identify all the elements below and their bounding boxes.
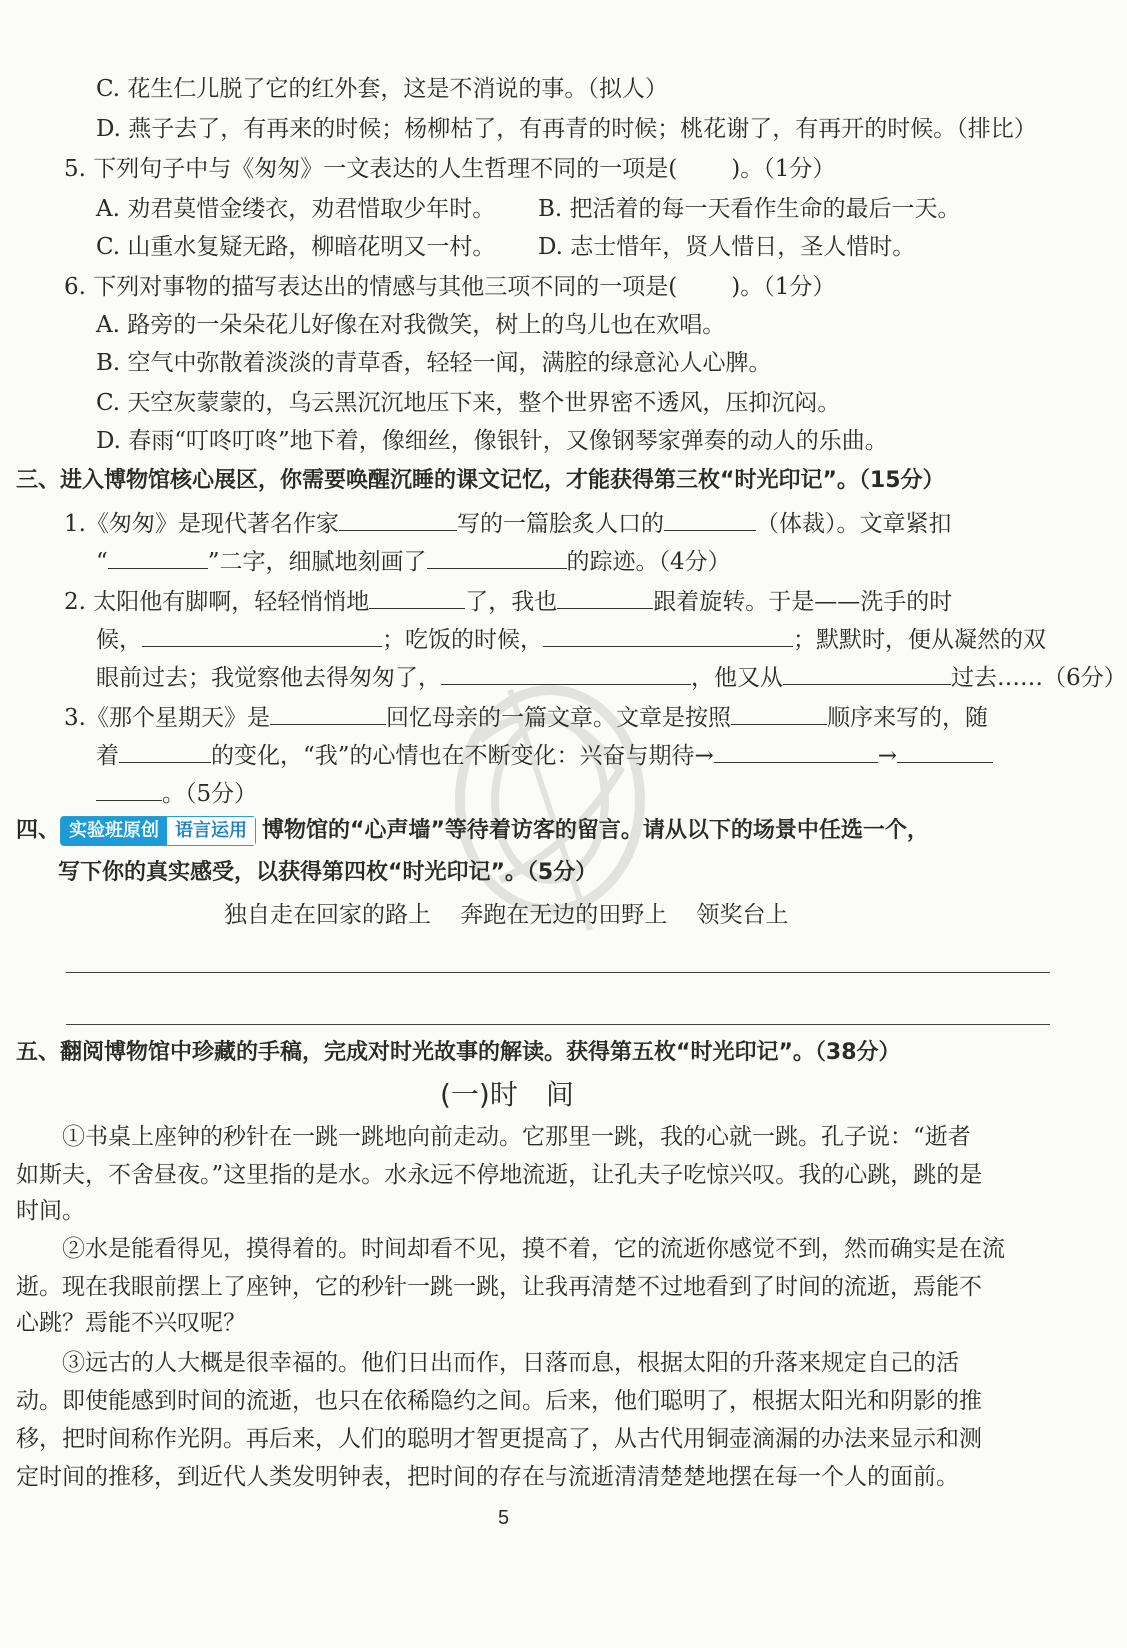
q3-text-e: 的变化，“我”的心情也在不断变化：兴奋与期待→ <box>211 743 714 769</box>
q5-score: )。（1分） <box>731 156 836 182</box>
sec3-q2-line3 <box>96 662 1127 693</box>
para2-line2: 逝。现在我眼前摆上了座钟，它的秒针一跳一跳，让我再清楚不过地看到了时间的流逝，焉能不 <box>16 1274 982 1300</box>
sec3-q1-line1 <box>64 508 951 539</box>
para3-line4: 定时间的推移，到近代人类发明钟表，把时间的存在与流逝清清楚楚地摆在每一个人的面前。 <box>16 1464 959 1490</box>
q3-text-c: 顺序来写的，随 <box>826 705 988 731</box>
sec3-q2-line2 <box>96 624 1046 655</box>
q2-text-i: 过去……（6分） <box>951 665 1127 691</box>
q6-score: )。（1分） <box>731 274 836 300</box>
q2-blank-4[interactable] <box>543 624 793 647</box>
q5-stem <box>64 156 835 184</box>
section-4-heading-line2: 写下你的真实感受，以获得第四枚“时光印记”。（5分） <box>58 860 598 885</box>
q5-option-b: B. 把活着的每一天看作生命的最后一天。 <box>538 196 961 222</box>
q2-blank-1[interactable] <box>369 586 465 609</box>
q1-blank-genre[interactable] <box>664 508 756 531</box>
q3-blank-order[interactable] <box>731 702 827 725</box>
q2-text-c: 跟着旋转。于是——洗手的时 <box>653 589 953 615</box>
q3-blank-mood3[interactable] <box>96 778 162 801</box>
para1-line3: 时间。 <box>16 1198 85 1224</box>
q1-blank-keyword[interactable] <box>108 546 208 569</box>
q4-option-c: C. 花生仁儿脱了它的红外套，这是不消说的事。（拟人） <box>96 76 668 102</box>
q1-text-a: 1.《匆匆》是现代著名作家 <box>64 511 339 537</box>
q5-stem-text: 5. 下列句子中与《匆匆》一文表达的人生哲理不同的一项是( <box>64 156 678 182</box>
sec3-q3-line2 <box>96 740 993 771</box>
q3-text-a: 3.《那个星期天》是 <box>64 705 270 731</box>
section-5-heading: 五、翻阅博物馆中珍藏的手稿，完成对时光故事的解读。获得第五枚“时光印记”。（38分） <box>16 1040 901 1065</box>
para2-line1: ②水是能看得见，摸得着的。时间却看不见，摸不着，它的流逝你感觉不到，然而确实是在流 <box>62 1236 1005 1262</box>
para1-line2: 如斯夫，不舍昼夜。”这里指的是水。水永远不停地流逝，让孔夫子吃惊兴叹。我的心跳，跳的是 <box>16 1162 983 1188</box>
q2-text-h: ，他又从 <box>691 665 783 691</box>
para3-line2: 动。即使能感到时间的流逝，也只在依稀隐约之间。后来，他们聪明了，根据太阳光和阴影的推 <box>16 1388 982 1414</box>
sec4-scenes: 独自走在回家的路上 奔跑在无边的田野上 领奖台上 <box>224 902 789 928</box>
q5-option-c: C. 山重水复疑无路，柳暗花明又一村。 <box>96 234 496 260</box>
section-3-heading: 三、进入博物馆核心展区，你需要唤醒沉睡的课文记忆，才能获得第三枚“时光印记”。（15分） <box>16 468 945 493</box>
para3-line3: 移，把时间称作光阴。再后来，人们的聪明才智更提高了，从古代用铜壶滴漏的办法来显示和测 <box>16 1426 982 1452</box>
q3-text-g: 。（5分） <box>162 781 258 807</box>
q6-stem <box>64 274 835 302</box>
q6-option-b: B. 空气中弥散着淡淡的青草香，轻轻一闻，满腔的绿意沁人心脾。 <box>96 350 772 376</box>
q2-text-e: ；吃饭的时候， <box>382 627 543 653</box>
q3-text-b: 回忆母亲的一篇文章。文章是按照 <box>385 705 731 731</box>
sec4-text1: 博物馆的“心声墙”等待着访客的留言。请从以下的场景中任选一个， <box>262 818 929 843</box>
q3-blank-mood2[interactable] <box>897 740 993 763</box>
q2-blank-6[interactable] <box>783 662 951 685</box>
q3-blank-mood1[interactable] <box>714 740 878 763</box>
q2-text-f: ；默默时，便从凝然的双 <box>793 627 1046 653</box>
q6-option-a: A. 路旁的一朵朵花儿好像在对我微笑，树上的鸟儿也在欢唱。 <box>96 312 726 338</box>
q3-arrow: → <box>877 743 898 769</box>
para2-line3: 心跳？焉能不兴叹呢？ <box>16 1310 246 1336</box>
sec3-q2-line1 <box>64 586 952 617</box>
q6-stem-text: 6. 下列对事物的描写表达出的情感与其他三项不同的一项是( <box>64 274 678 300</box>
q1-text-b: 写的一篇脍炙人口的 <box>456 511 664 537</box>
answer-line-2[interactable] <box>66 1024 1050 1025</box>
q6-option-d: D. 春雨“叮咚叮咚”地下着，像细丝，像银针，又像钢琴家弹奏的动人的乐曲。 <box>96 428 888 454</box>
passage-title: (一)时 间 <box>440 1078 574 1111</box>
para1-line1: ①书桌上座钟的秒针在一跳一跳地向前走动。它那里一跳，我的心就一跳。孔子说：“逝者 <box>62 1124 971 1150</box>
q3-text-d: 着 <box>96 743 119 769</box>
page-number: 5 <box>498 1507 510 1529</box>
section-4-heading <box>16 816 929 846</box>
q3-blank-author[interactable] <box>270 702 386 725</box>
q1-text-f: 的踪迹。（4分） <box>566 549 731 575</box>
q1-text-e: ”二字，细腻地刻画了 <box>207 549 427 575</box>
para3-line1: ③远古的人大概是很幸福的。他们日出而作，日落而息，根据太阳的升落来规定自己的活 <box>62 1350 959 1376</box>
q4-option-d: D. 燕子去了，有再来的时候；杨柳枯了，有再青的时候；桃花谢了，有再开的时候。（排比） <box>96 116 1037 142</box>
sec4-prefix: 四、 <box>16 818 61 843</box>
sec3-q3-line1 <box>64 702 988 733</box>
q6-option-c: C. 天空灰蒙蒙的，乌云黑沉沉地压下来，整个世界密不透风，压抑沉闷。 <box>96 390 841 416</box>
q2-text-b: 了，我也 <box>465 589 558 615</box>
q1-blank-trace[interactable] <box>427 546 567 569</box>
sec3-q1-line2 <box>96 546 731 577</box>
badge-original <box>60 816 256 846</box>
badge-language-use: 语言运用 <box>167 817 255 845</box>
sec3-q3-line3 <box>96 778 257 809</box>
q2-text-d: 候， <box>96 627 142 653</box>
q2-blank-5[interactable] <box>441 662 691 685</box>
q1-text-c: （体裁）。文章紧扣 <box>755 511 952 537</box>
q2-text-a: 2. 太阳他有脚啊，轻轻悄悄地 <box>64 589 370 615</box>
q2-blank-2[interactable] <box>557 586 653 609</box>
q5-option-a: A. 劝君莫惜金缕衣，劝君惜取少年时。 <box>96 196 496 222</box>
q2-blank-3[interactable] <box>142 624 382 647</box>
q2-text-g: 眼前过去；我觉察他去得匆匆了， <box>96 665 441 691</box>
q1-text-d: “ <box>96 549 108 575</box>
q5-option-d: D. 志士惜年，贤人惜日，圣人惜时。 <box>538 234 916 260</box>
q3-blank-change[interactable] <box>119 740 211 763</box>
badge-experimental: 实验班原创 <box>61 817 167 845</box>
answer-line-1[interactable] <box>66 972 1050 973</box>
q1-blank-author[interactable] <box>339 508 457 531</box>
